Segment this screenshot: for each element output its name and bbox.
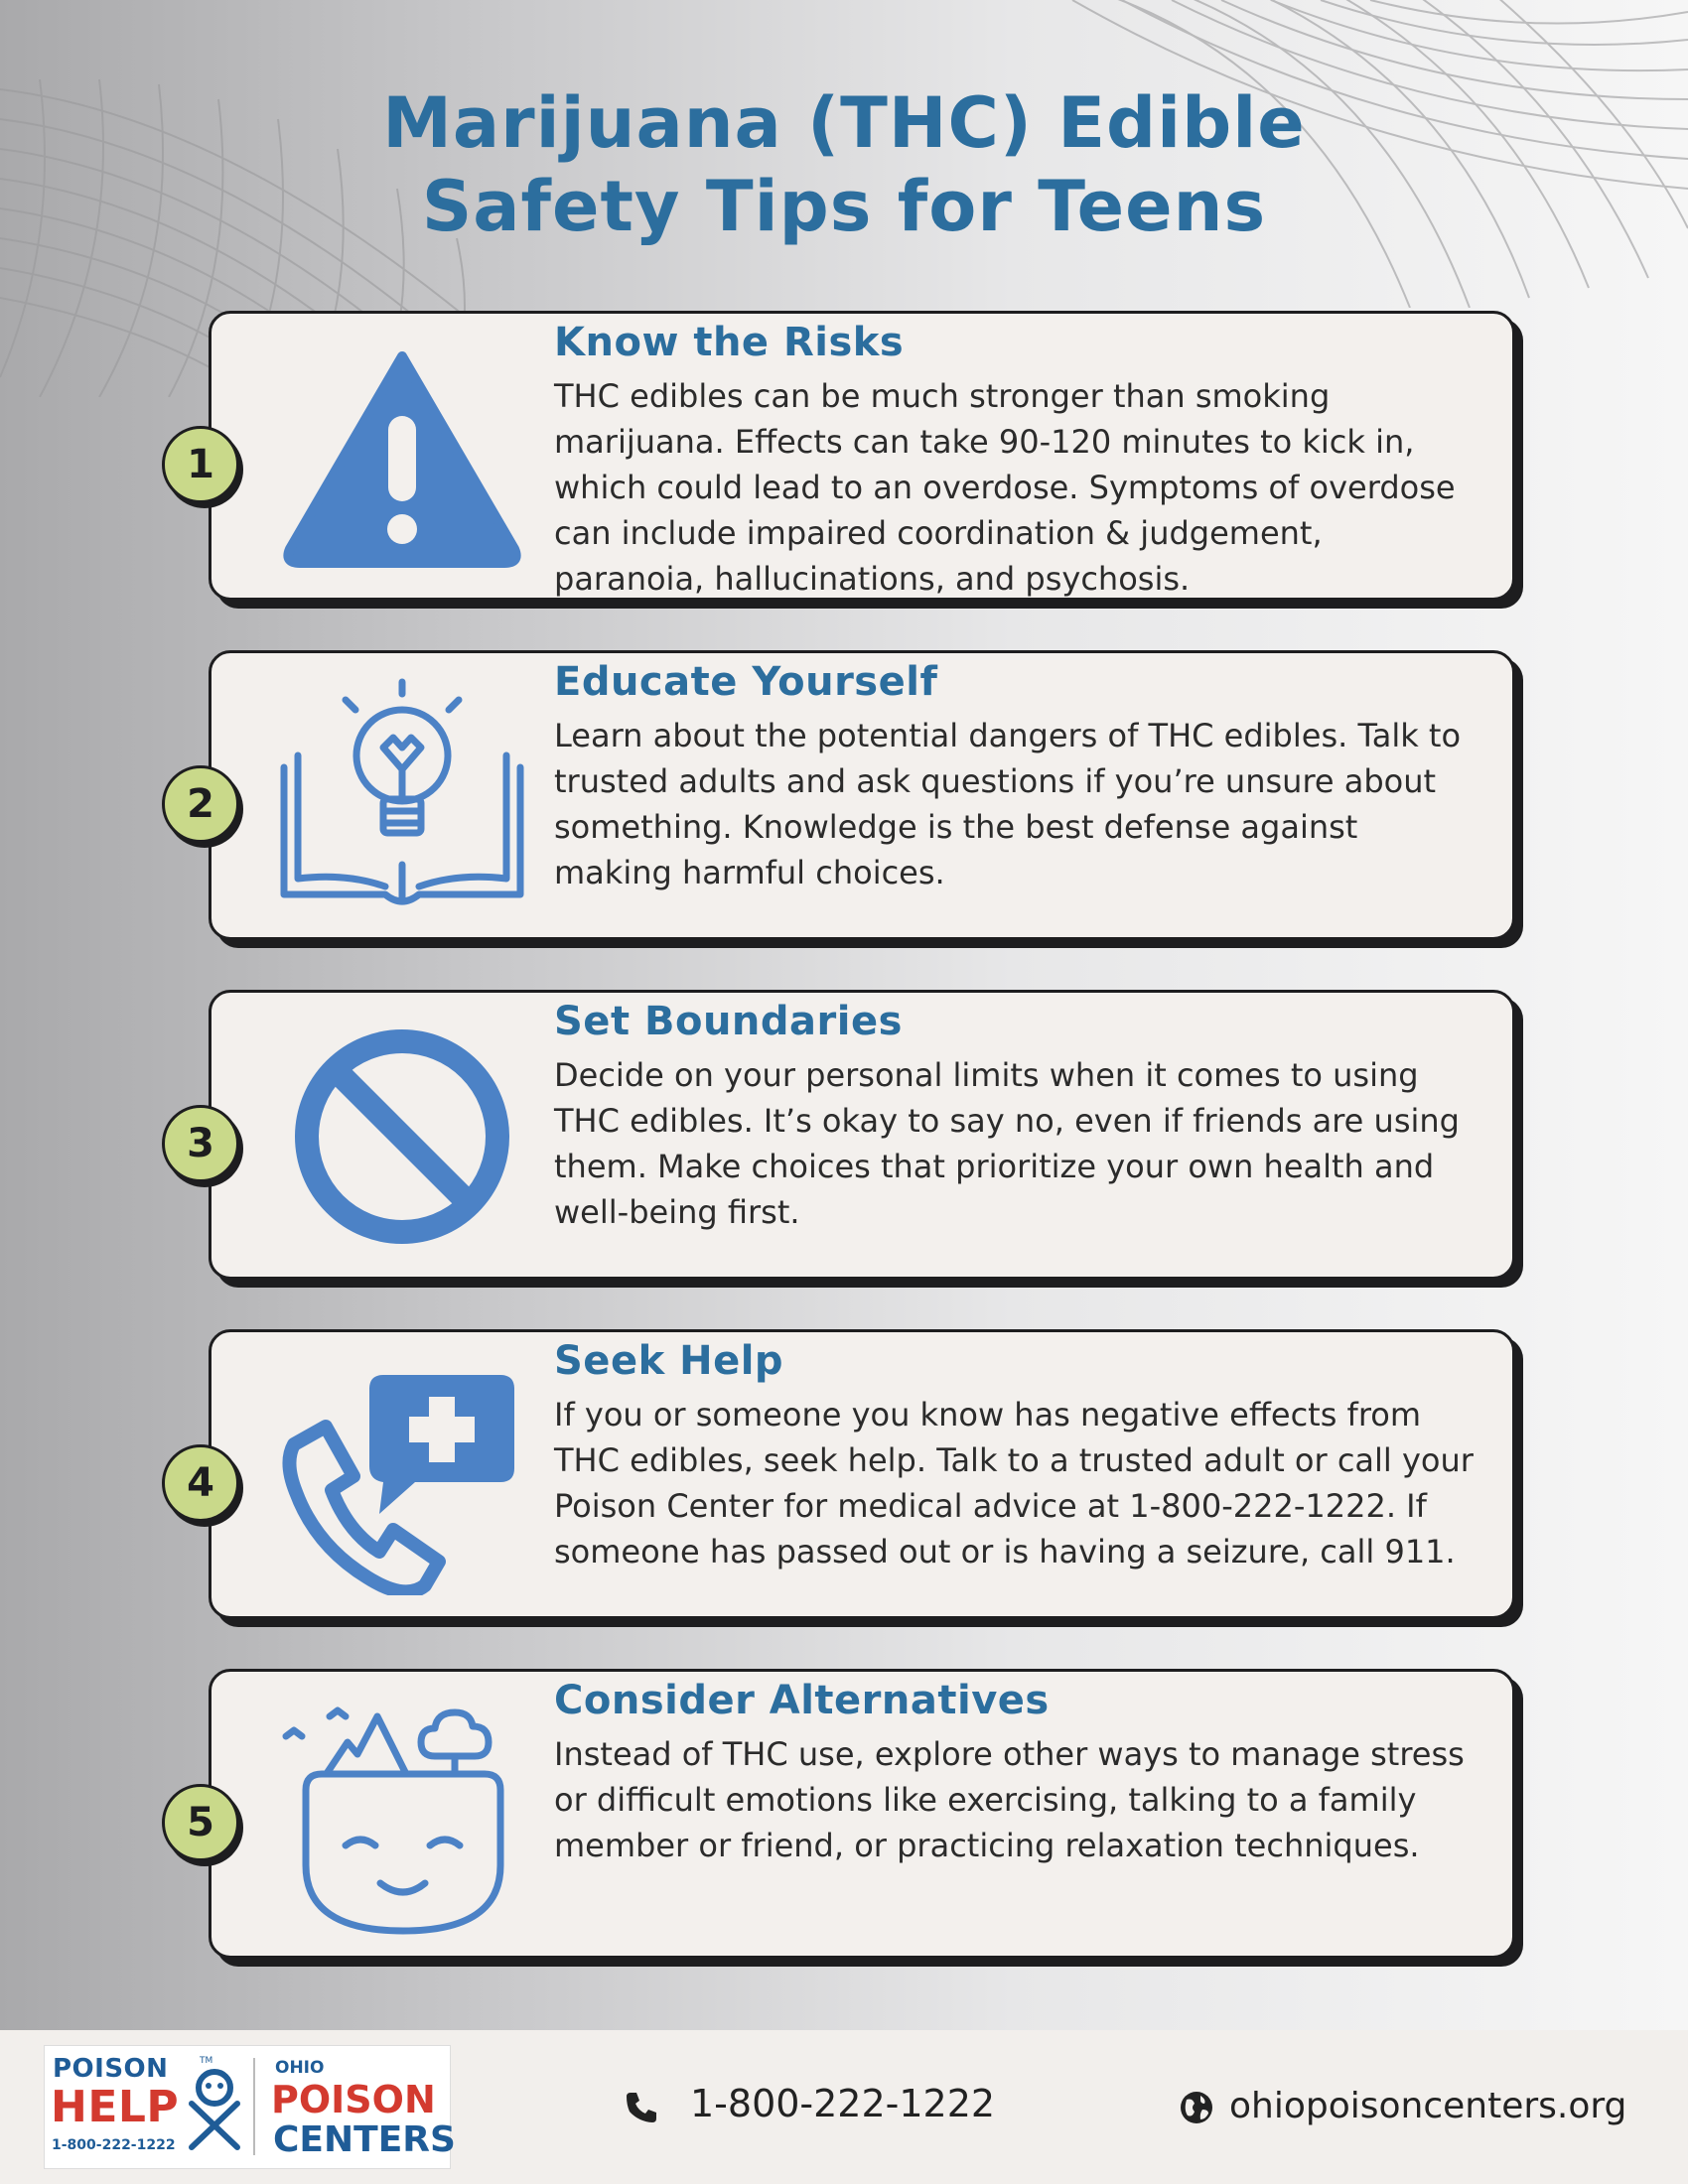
tip-heading: Know the Risks (554, 320, 905, 365)
tip-card-5 (187, 1669, 1515, 1959)
tip-heading: Educate Yourself (554, 659, 938, 705)
footer (0, 2030, 1688, 2184)
tip-body: THC edibles can be much stronger than smoking marijuana. Effects can take 90-120 minutes to kick in, which could lead to an overdose. Symptoms of overdose can include impaired coordination & judgement, paranoia, hallucinations, and psychosis. (554, 377, 1456, 598)
tip-number-badge: 3 (162, 1105, 239, 1182)
lightbulb-book-icon (276, 678, 529, 916)
warning-triangle-icon (276, 339, 529, 577)
tip-body: Learn about the potential dangers of THC edibles. Talk to trusted adults and ask questions if you’re unsure about something. Knowledge is the best defense against making harmful choices. (554, 717, 1462, 891)
phone-medical-icon (276, 1357, 529, 1595)
tip-card-2 (187, 650, 1515, 940)
calm-mind-icon (276, 1697, 529, 1935)
ohio-logo-line3: CENTERS (273, 2119, 456, 2160)
footer-phone: 1-800-222-1222 (690, 2082, 996, 2125)
tip-card-4 (187, 1329, 1515, 1619)
skull-crossbones-icon (184, 2064, 245, 2153)
tip-body: Instead of THC use, explore other ways to manage stress or difficult emotions like exercising, talking to a family member or friend, or practicing relaxation techniques. (554, 1735, 1465, 1864)
tip-card-3 (187, 990, 1515, 1280)
tip-heading: Consider Alternatives (554, 1678, 1050, 1723)
trademark-mark: TM (200, 2056, 213, 2066)
footer-website-link[interactable]: ohiopoisoncenters.org (1229, 2086, 1627, 2126)
poison-help-logo-line1: POISON (53, 2054, 169, 2084)
partner-logos (44, 2045, 456, 2169)
tip-number-badge: 4 (162, 1444, 239, 1522)
prohibited-icon (276, 1018, 529, 1256)
ohio-logo-line1: OHIO (275, 2058, 325, 2078)
ohio-logo-line2: POISON (271, 2078, 436, 2121)
globe-icon (1179, 2090, 1214, 2125)
poison-help-logo-phone: 1-800-222-1222 (52, 2137, 176, 2153)
title-line-1: Marijuana (THC) Edible (382, 82, 1306, 164)
title-line-2: Safety Tips for Teens (421, 166, 1267, 247)
tip-number-badge: 2 (162, 765, 239, 843)
page-title (0, 81, 1688, 248)
poison-help-logo-line2: HELP (51, 2082, 180, 2132)
tip-number-badge: 5 (162, 1784, 239, 1861)
tip-heading: Set Boundaries (554, 999, 903, 1044)
tip-card-1 (187, 311, 1515, 601)
phone-icon (624, 2090, 659, 2125)
tip-number-badge: 1 (162, 426, 239, 503)
tip-body: If you or someone you know has negative effects from THC edibles, seek help. Talk to a trusted adult or call your Poison Center for medical advice at 1-800-222-1222. If someone has passed out or is having a seizure, call 911. (554, 1396, 1474, 1570)
tip-heading: Seek Help (554, 1338, 784, 1384)
logo-divider (253, 2058, 255, 2155)
tip-body: Decide on your personal limits when it comes to using THC edibles. It’s okay to say no, even if friends are using them. Make choices that prioritize your own health and well-being first. (554, 1056, 1460, 1231)
